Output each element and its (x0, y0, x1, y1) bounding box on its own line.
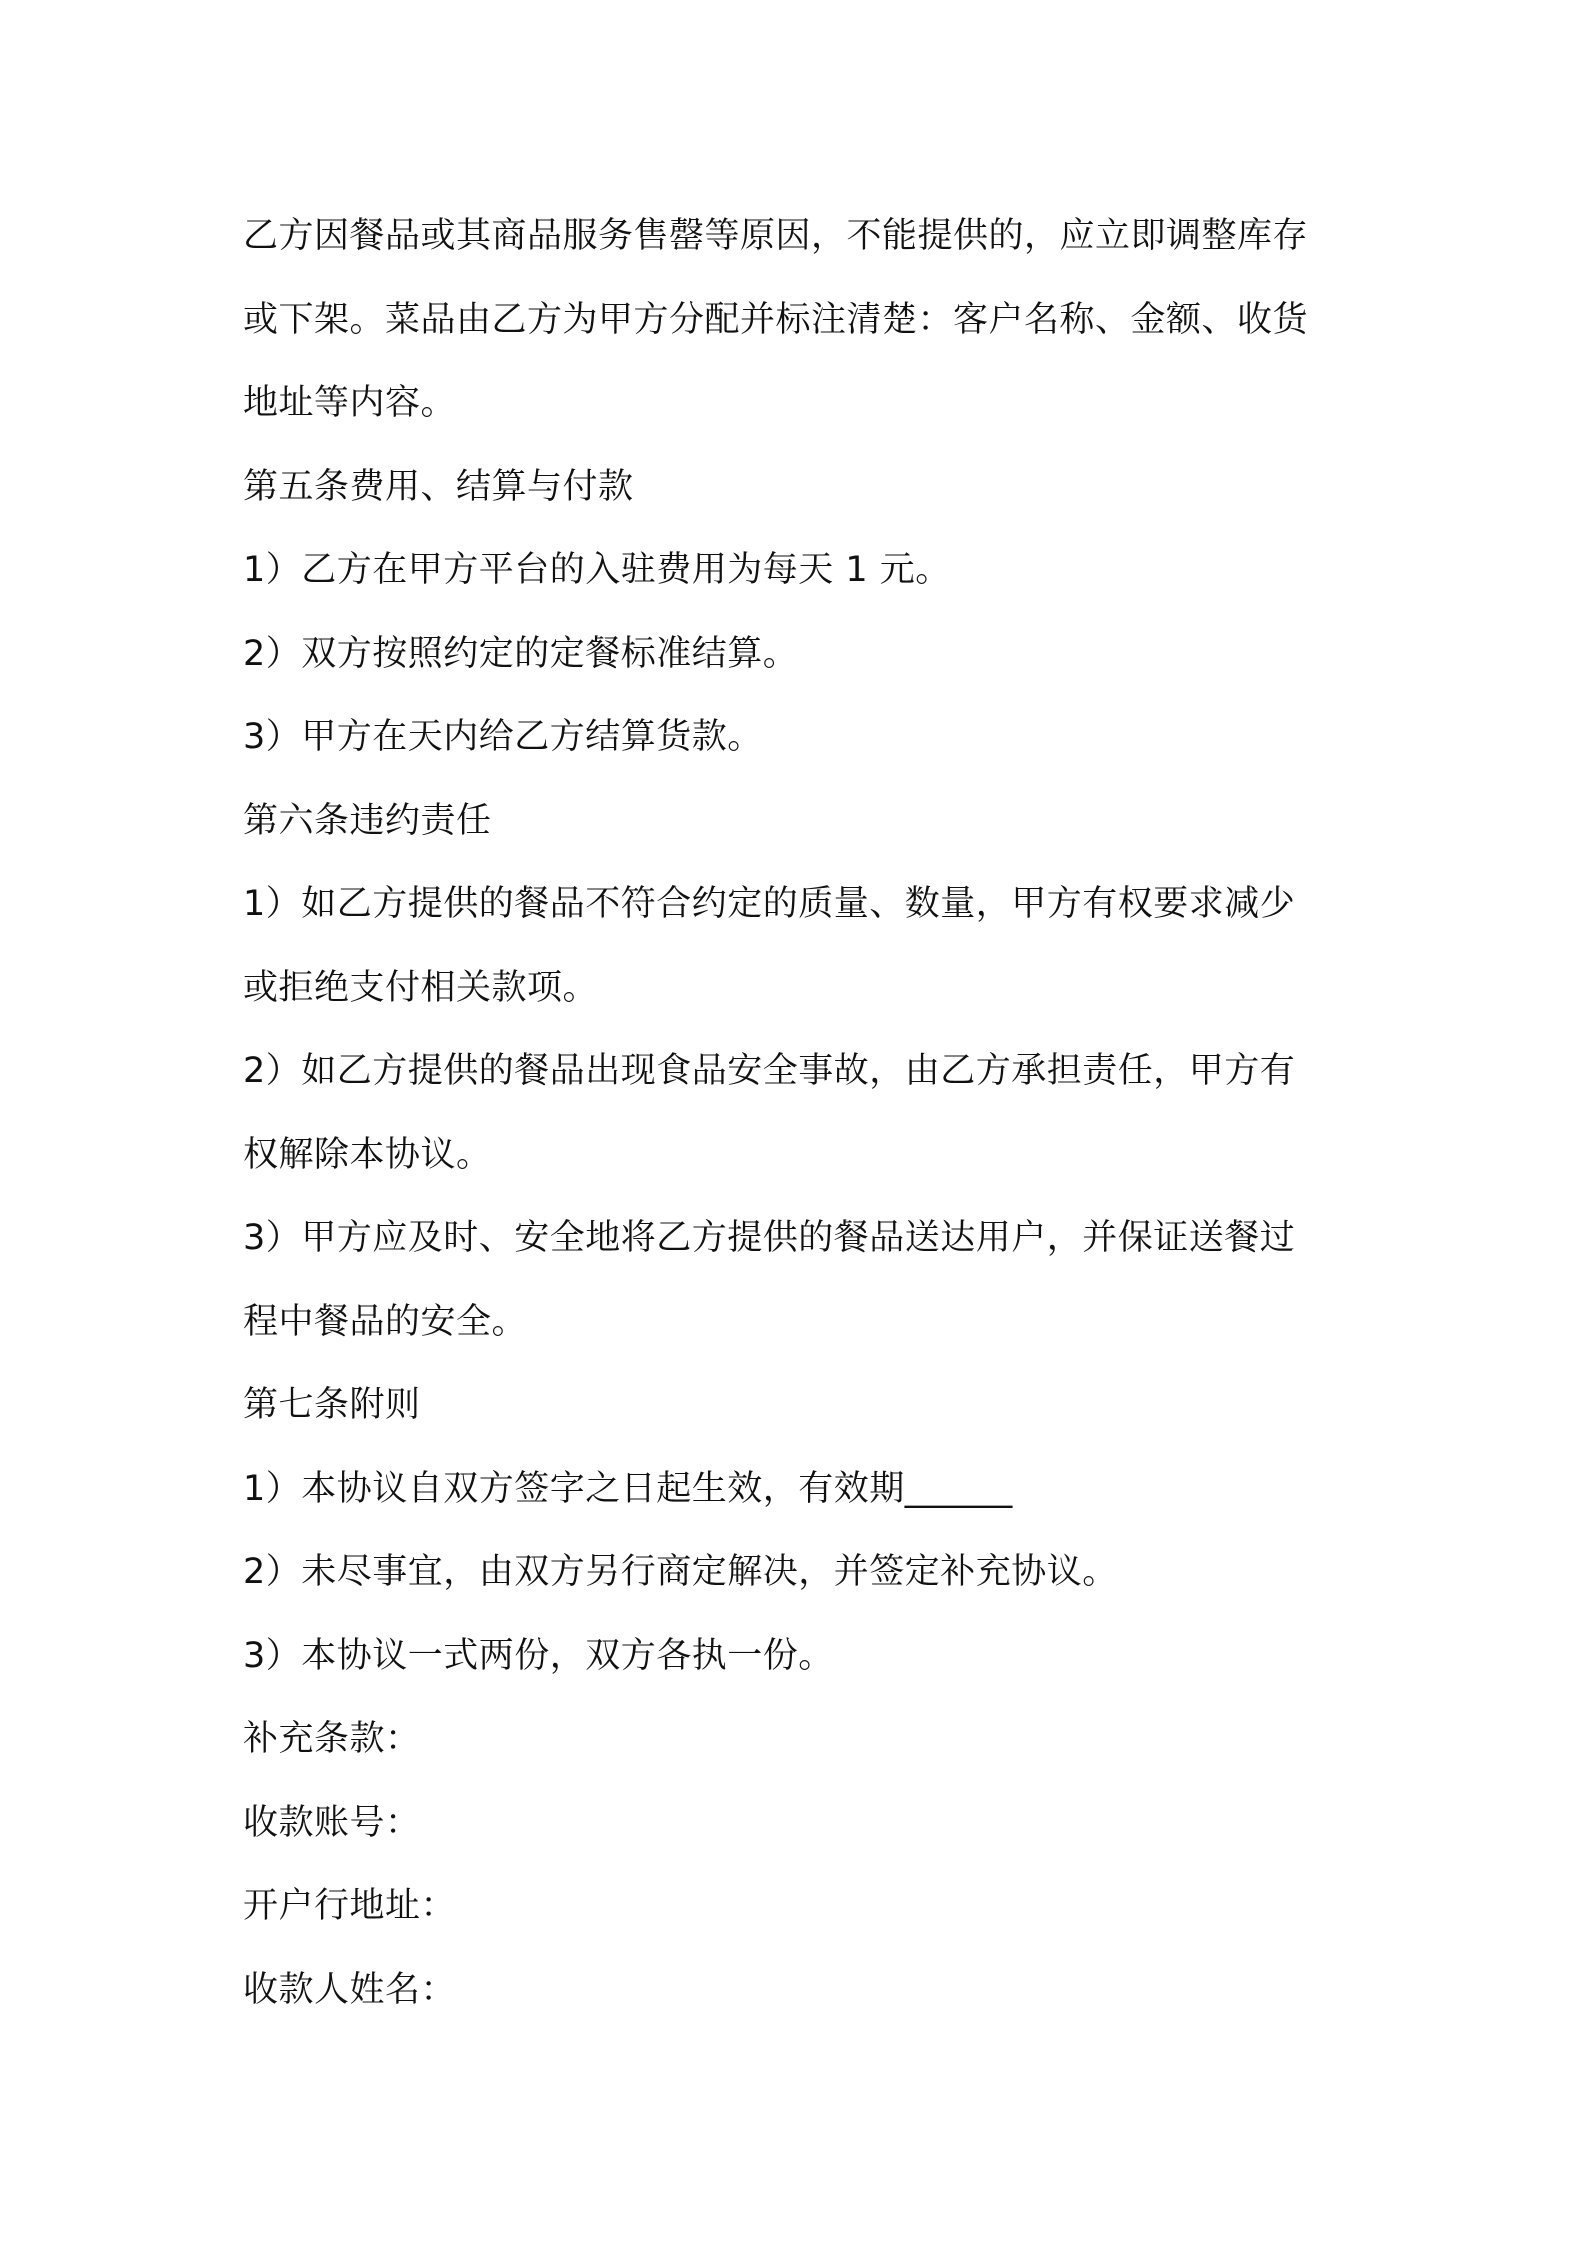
list-item-continuation: 或拒绝支付相关款项。 (243, 967, 599, 1008)
list-item: 1）乙方在甲方平台的入驻费用为每天 1 元。 (243, 550, 951, 590)
section-heading: 第七条附则 (243, 1385, 421, 1425)
section-heading: 第五条费用、结算与付款 (243, 466, 634, 507)
paragraph-line: 乙方因餐品或其商品服务售罄等原因，不能提供的，应立即调整库存 (243, 216, 1309, 256)
list-item-continuation: 程中餐品的安全。 (243, 1301, 528, 1342)
list-item: 3）本协议一式两份，双方各执一份。 (243, 1635, 834, 1676)
list-item: 1）本协议自双方签字之日起生效，有效期______ (243, 1468, 1013, 1509)
list-item: 2）未尽事宜，由双方另行商定解决，并签定补充协议。 (243, 1552, 1118, 1592)
field-label: 补充条款： (243, 1719, 421, 1759)
document-page (243, 195, 1353, 2032)
list-item: 1）如乙方提供的餐品不符合约定的质量、数量，甲方有权要求减少 (243, 884, 1296, 924)
field-label: 收款人姓名： (243, 1969, 457, 2010)
section-heading: 第六条违约责任 (243, 800, 492, 841)
list-item: 2）双方按照约定的定餐标准结算。 (243, 633, 799, 674)
list-item: 3）甲方应及时、安全地将乙方提供的餐品送达用户，并保证送餐过 (243, 1218, 1296, 1258)
list-item-continuation: 权解除本协议。 (243, 1134, 492, 1175)
list-item: 3）甲方在天内给乙方结算货款。 (243, 717, 763, 757)
paragraph-line: 地址等内容。 (243, 383, 457, 423)
field-label: 收款账号： (243, 1802, 421, 1843)
paragraph-line: 或下架。菜品由乙方为甲方分配并标注清楚：客户名称、金额、收货 (243, 299, 1309, 340)
list-item: 2）如乙方提供的餐品出现食品安全事故，由乙方承担责任，甲方有 (243, 1051, 1296, 1091)
field-label: 开户行地址： (243, 1886, 457, 1926)
